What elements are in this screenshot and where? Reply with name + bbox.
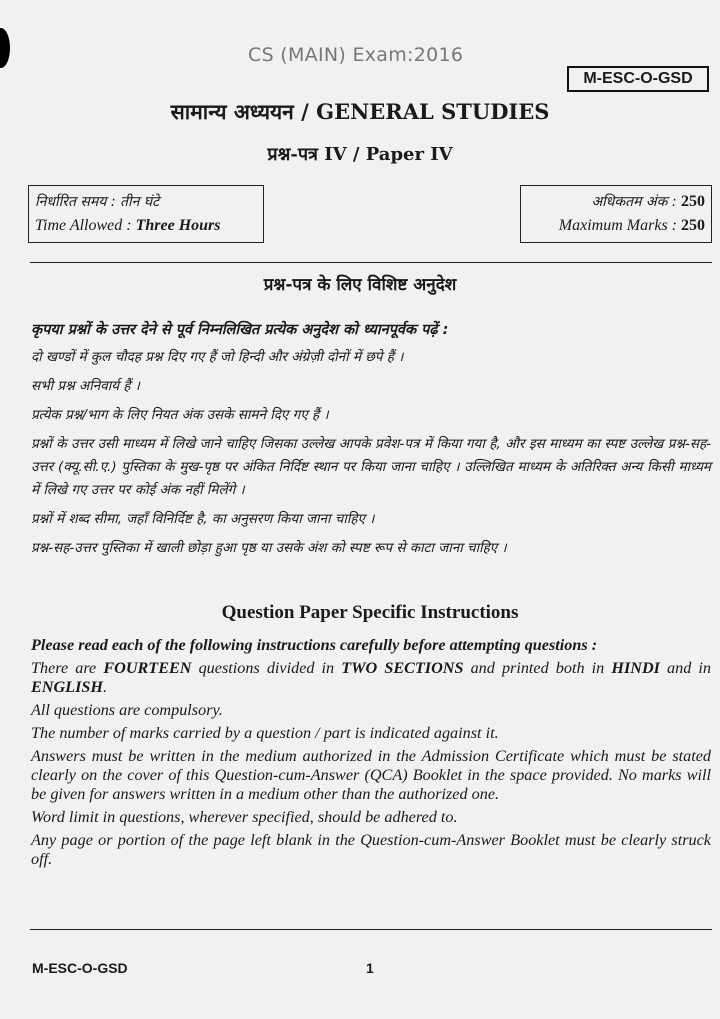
line1-english: ENGLISH — [31, 678, 103, 696]
line1-two-sections: TWO SECTIONS — [341, 659, 464, 677]
english-intro: Please read each of the following instructions carefully before attempting questions : — [31, 636, 598, 654]
hindi-instruction-2: सभी प्रश्न अनिवार्य हैं । — [31, 378, 140, 394]
time-value: Three Hours — [135, 217, 221, 234]
line1-hindi: HINDI — [611, 659, 660, 677]
hindi-instruction-1: दो खण्डों में कुल चौदह प्रश्न दिए गए हैं जो हिन्दी और अंग्रेज़ी दोनों में छपे हैं । — [31, 349, 404, 365]
line1-part-a: There are — [31, 659, 104, 677]
footer-paper-code: M-ESC-O-GSD — [32, 960, 128, 976]
english-instruction-6: Any page or portion of the page left blank in the Question-cum-Answer Booklet must be clearly struck off. — [31, 831, 711, 868]
english-instructions-heading: Question Paper Specific Instructions — [221, 602, 519, 623]
hindi-intro: कृपया प्रश्नों के उत्तर देने से पूर्व निम्नलिखित प्रत्येक अनुदेश को ध्यानपूर्वक पढ़ें : — [31, 322, 449, 338]
time-label: Time Allowed : — [35, 217, 136, 234]
english-instruction-4: Answers must be written in the medium authorized in the Admission Certificate which must be stated clearly on the cover of this Question-cum-Answer (QCA) Booklet in the space provided. No marks will be given for answers written in a medium other than the authorized one. — [31, 747, 711, 803]
english-instruction-1 — [31, 659, 711, 697]
hindi-instruction-5: प्रश्नों में शब्द सीमा, जहाँ विनिर्दिष्ट है, का अनुसरण किया जाना चाहिए । — [31, 511, 375, 527]
english-instruction-2: All questions are compulsory. — [31, 701, 223, 719]
line1-part-g: and in — [659, 659, 711, 677]
bottom-divider — [30, 929, 712, 930]
english-instruction-5: Word limit in questions, wherever specified, should be adhered to. — [31, 808, 458, 826]
english-instruction-3: The number of marks carried by a question / part is indicated against it. — [31, 724, 499, 742]
paper-title — [0, 98, 720, 126]
marks-label: Maximum Marks : — [558, 217, 681, 234]
marks-english — [527, 214, 705, 238]
hindi-instructions — [31, 319, 711, 560]
time-english — [35, 214, 257, 238]
top-divider — [30, 262, 712, 263]
exam-stamp: CS (MAIN) Exam:2016 — [248, 44, 464, 66]
hindi-instruction-3: प्रत्येक प्रश्न/भाग के लिए नियत अंक उसके सामने दिए गए हैं । — [31, 407, 329, 423]
paper-number: प्रश्न-पत्र IV / Paper IV — [267, 144, 453, 165]
line1-fourteen: FOURTEEN — [103, 659, 192, 677]
marks-hindi-value: 250 — [681, 193, 705, 210]
english-instructions — [31, 636, 711, 869]
punch-hole — [0, 28, 10, 68]
marks-value: 250 — [681, 217, 705, 234]
title-english: GENERAL STUDIES — [316, 99, 550, 124]
time-allowed-box — [28, 185, 264, 243]
hindi-instruction-6: प्रश्न-सह-उत्तर पुस्तिका में खाली छोड़ा हुआ पृष्ठ या उसके अंश को स्पष्ट रूप से काटा जाना चाहिए । — [31, 540, 507, 556]
hindi-instruction-4: प्रश्नों के उत्तर उसी माध्यम में लिखे जाने चाहिए जिसका उल्लेख आपके प्रवेश-पत्र में किया गया है, और इस माध्यम का स्पष्ट उल्लेख प्रश्न-सह-उत्तर (क्यू.सी.ए.) पुस्तिका के मुख-पृष्ठ पर अंकित निर्दिष्ट स्थान पर किया जाना चाहिए । उल्लिखित माध्यम के अतिरिक्त अन्य किसी माध्यम में लिखे गए उत्तर पर कोई अंक नहीं मिलेंगे । — [31, 436, 711, 498]
maximum-marks-box — [520, 185, 712, 243]
page-number: 1 — [366, 960, 374, 976]
line1-part-e: and printed both in — [463, 659, 612, 677]
line1-part-c: questions divided in — [191, 659, 342, 677]
marks-hindi-label: अधिकतम अंक : — [591, 194, 681, 210]
paper-code-box: M-ESC-O-GSD — [567, 66, 709, 92]
marks-hindi — [527, 190, 705, 214]
title-hindi: सामान्य अध्ययन / — [170, 100, 309, 124]
time-hindi: निर्धारित समय : तीन घंटे — [35, 194, 160, 210]
hindi-instructions-heading: प्रश्न-पत्र के लिए विशिष्ट अनुदेश — [263, 275, 457, 295]
line1-period: . — [102, 678, 108, 696]
